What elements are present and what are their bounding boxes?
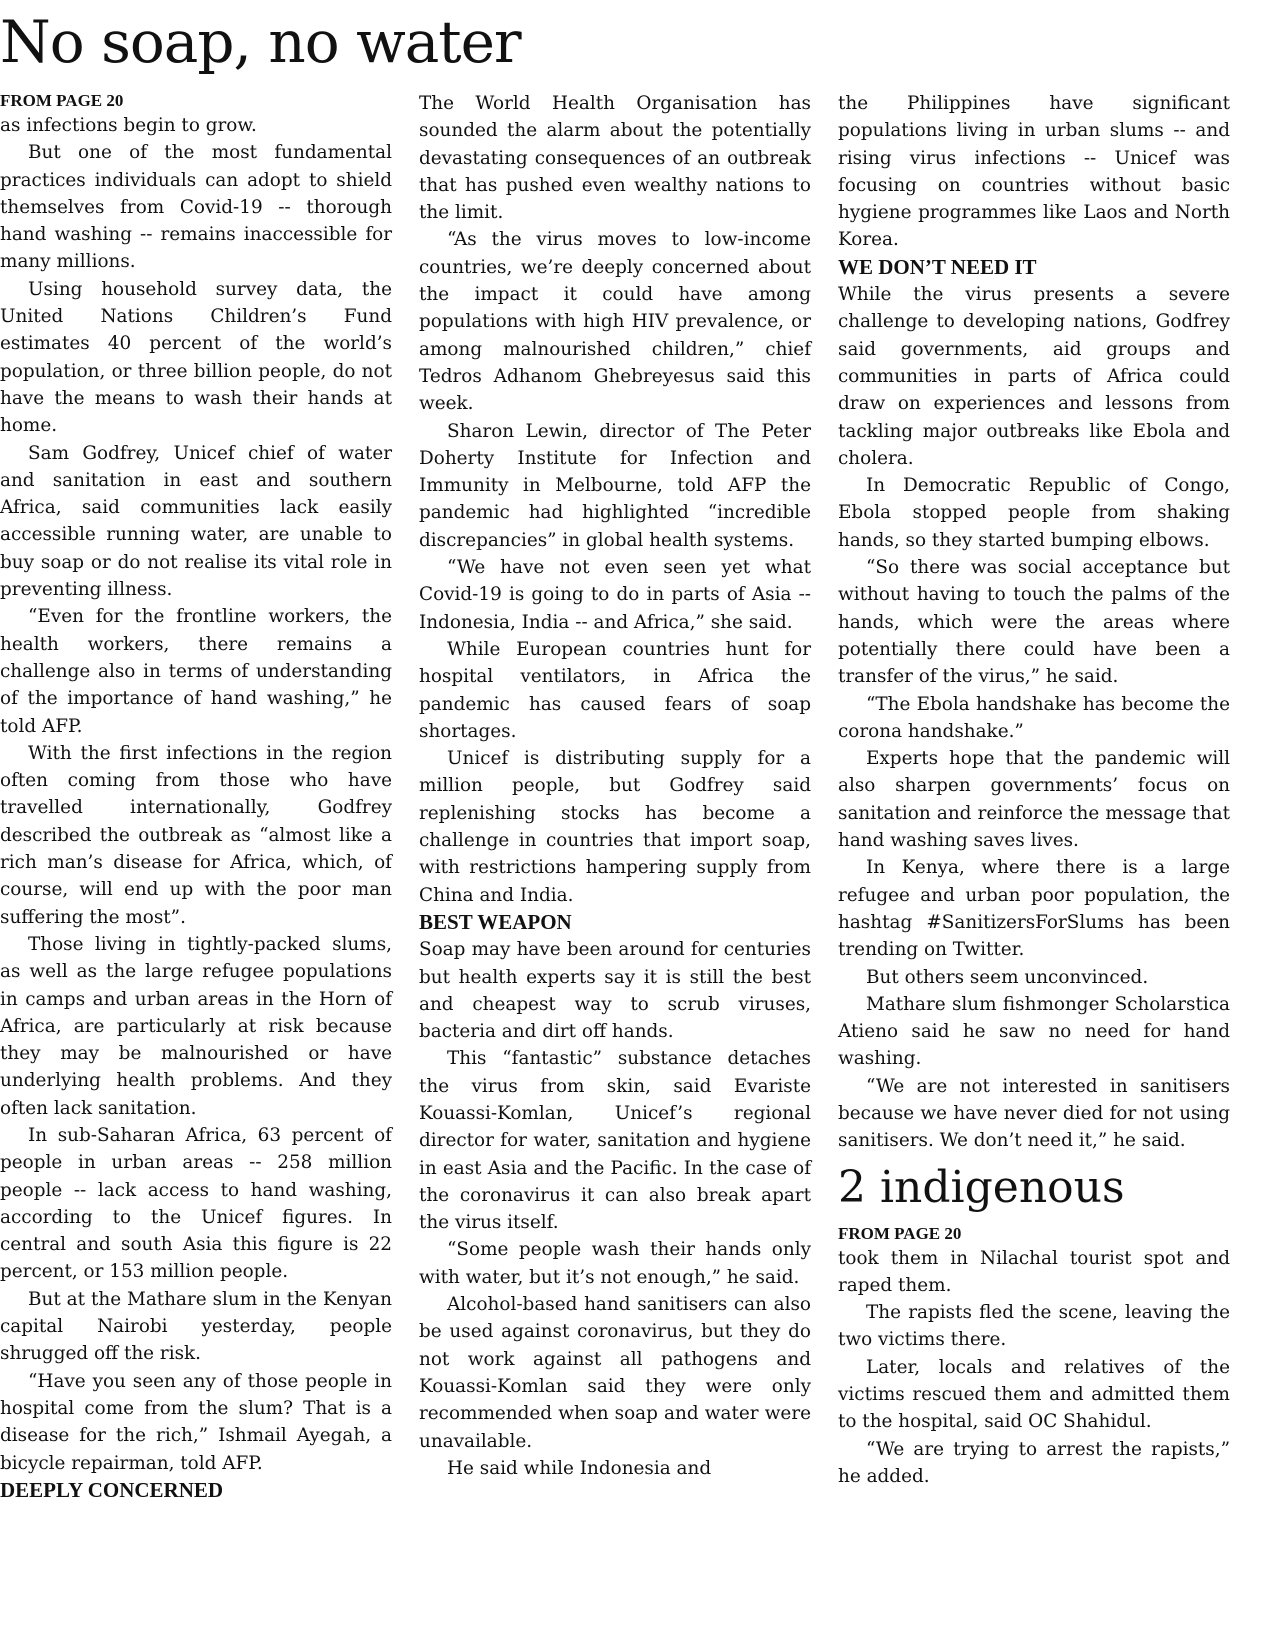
- second-headline: 2 indigenous: [838, 1161, 1125, 1213]
- paragraph: The World Health Organisation has sounded the alarm about the potentially devastating consequences of an outbreak that has pushed even wealthy nations to the limit.: [419, 93, 811, 224]
- paragraph: With the first infections in the region often coming from those who have travelled internationally, Godfrey described the outbreak as “almost like a rich man’s disease for Africa, which, of course, will end up with the poor man suffering the most”.: [0, 742, 392, 928]
- paragraph: “Have you seen any of those people in hospital come from the slum? That is a disease for the rich,” Ishmail Ayegah, a bicycle repairman, told AFP.: [0, 1370, 392, 1474]
- paragraph: Experts hope that the pandemic will also sharpen governments’ focus on sanitation and reinforce the message that hand washing saves lives.: [838, 748, 1230, 852]
- paragraph: “We have not even seen yet what Covid-19 is going to do in parts of Asia -- Indonesia, India -- and Africa,” she said.: [419, 557, 811, 633]
- paragraph: “We are not interested in sanitisers because we have never died for not using sanitisers. We don’t need it,” he said.: [838, 1075, 1230, 1152]
- paragraph: “As the virus moves to low-income countries, we’re deeply concerned about the impact it could have among populations with high HIV prevalence, or among malnourished children,” chief Tedros Adhanom Ghebreyesus said this week.: [419, 229, 811, 415]
- paragraph: “We are trying to arrest the rapists,” he added.: [838, 1438, 1230, 1487]
- paragraph: This “fantastic” substance detaches the virus from skin, said Evariste Kouassi-Komlan, Unicef’s regional director for water, sanitation and hygiene in east Asia and the Pacific. In the case of the coronavirus it can also break apart the virus itself.: [419, 1048, 811, 1234]
- column-2: [419, 90, 811, 1482]
- page-title: No soap, no water: [0, 8, 521, 76]
- paragraph: While the virus presents a severe challenge to developing nations, Godfrey said governments, aid groups and communities in parts of Africa could draw on experiences and lessons from tackling major outbreaks like Ebola and cholera.: [838, 284, 1230, 469]
- paragraph: The rapists fled the scene, leaving the two victims there.: [838, 1302, 1230, 1351]
- paragraph: In Democratic Republic of Congo, Ebola stopped people from shaking hands, so they started bumping elbows.: [838, 475, 1230, 551]
- paragraph: In Kenya, where there is a large refugee and urban poor population, the hashtag #SanitizersForSlums has been trending on Twitter.: [838, 857, 1230, 961]
- paragraph: Soap may have been around for centuries but health experts say it is still the best and cheapest way to scrub viruses, bacteria and dirt off hands.: [419, 939, 811, 1043]
- paragraph: Sam Godfrey, Unicef chief of water and sanitation in east and southern Africa, said communities lack easily accessible running water, are unable to buy soap or do not realise its vital role in preventing illness.: [0, 442, 392, 601]
- paragraph: “Even for the frontline workers, the health workers, there remains a challenge also in terms of understanding of the importance of hand washing,” he told AFP.: [0, 606, 392, 737]
- paragraph: But one of the most fundamental practices individuals can adopt to shield themselves from Covid-19 -- thorough hand washing -- remains inaccessible for many millions.: [0, 142, 392, 273]
- subheading: DEEPLY CONCERNED: [0, 1477, 224, 1502]
- column-3: [838, 90, 1230, 1490]
- paragraph: Later, locals and relatives of the victims rescued them and admitted them to the hospital, said OC Shahidul.: [838, 1356, 1230, 1433]
- paragraph: Using household survey data, the United Nations Children’s Fund estimates 40 percent of the world’s population, or three billion people, do not have the means to wash their hands at home.: [0, 278, 392, 437]
- paragraph: Unicef is distributing supply for a million people, but Godfrey said replenishing stocks has become a challenge in countries that import soap, with restrictions hampering supply from China and India.: [419, 748, 811, 906]
- paragraph: took them in Nilachal tourist spot and raped them.: [838, 1247, 1230, 1296]
- subheading: WE DON’T NEED IT: [838, 254, 1037, 279]
- paragraph: as infections begin to grow.: [0, 115, 257, 136]
- paragraph: “Some people wash their hands only with water, but it’s not enough,” he said.: [419, 1239, 811, 1288]
- paragraph: “The Ebola handshake has become the corona handshake.”: [838, 693, 1230, 742]
- paragraph: But others seem unconvinced.: [866, 966, 1149, 988]
- paragraph: “So there was social acceptance but without having to touch the palms of the hands, which were the areas where potentially there could have been a transfer of the virus,” he said.: [838, 557, 1230, 688]
- continuation-kicker: FROM PAGE 20: [0, 91, 124, 110]
- paragraph: While European countries hunt for hospital ventilators, in Africa the pandemic has caused fears of soap shortages.: [419, 638, 811, 742]
- subheading: BEST WEAPON: [419, 909, 572, 934]
- paragraph: Those living in tightly-packed slums, as well as the large refugee populations in camps and urban areas in the Horn of Africa, are particularly at risk because they may be malnourished or have underlying health problems. And they often lack sanitation.: [0, 933, 392, 1119]
- paragraph: Sharon Lewin, director of The Peter Doherty Institute for Infection and Immunity in Melbourne, told AFP the pandemic had highlighted “incredible discrepancies” in global health systems.: [419, 420, 811, 551]
- paragraph: In sub-Saharan Africa, 63 percent of people in urban areas -- 258 million people -- lack access to hand washing, according to the Unicef figures. In central and south Asia this figure is 22 percent, or 153 million people.: [0, 1124, 392, 1283]
- paragraph: Mathare slum fishmonger Scholarstica Atieno said he saw no need for hand washing.: [838, 993, 1230, 1070]
- paragraph: But at the Mathare slum in the Kenyan capital Nairobi yesterday, people shrugged off the risk.: [0, 1288, 392, 1365]
- paragraph: Alcohol-based hand sanitisers can also be used against coronavirus, but they do not work against all pathogens and Kouassi-Komlan said they were only recommended when soap and water were unavailable.: [419, 1294, 811, 1452]
- column-1: [0, 90, 392, 1504]
- continuation-kicker: FROM PAGE 20: [838, 1223, 962, 1243]
- paragraph: He said while Indonesia and: [447, 1457, 712, 1479]
- paragraph: the Philippines have significant populations living in urban slums -- and rising virus infections -- Unicef was focusing on countries without basic hygiene programmes like Laos and North Korea.: [838, 93, 1230, 251]
